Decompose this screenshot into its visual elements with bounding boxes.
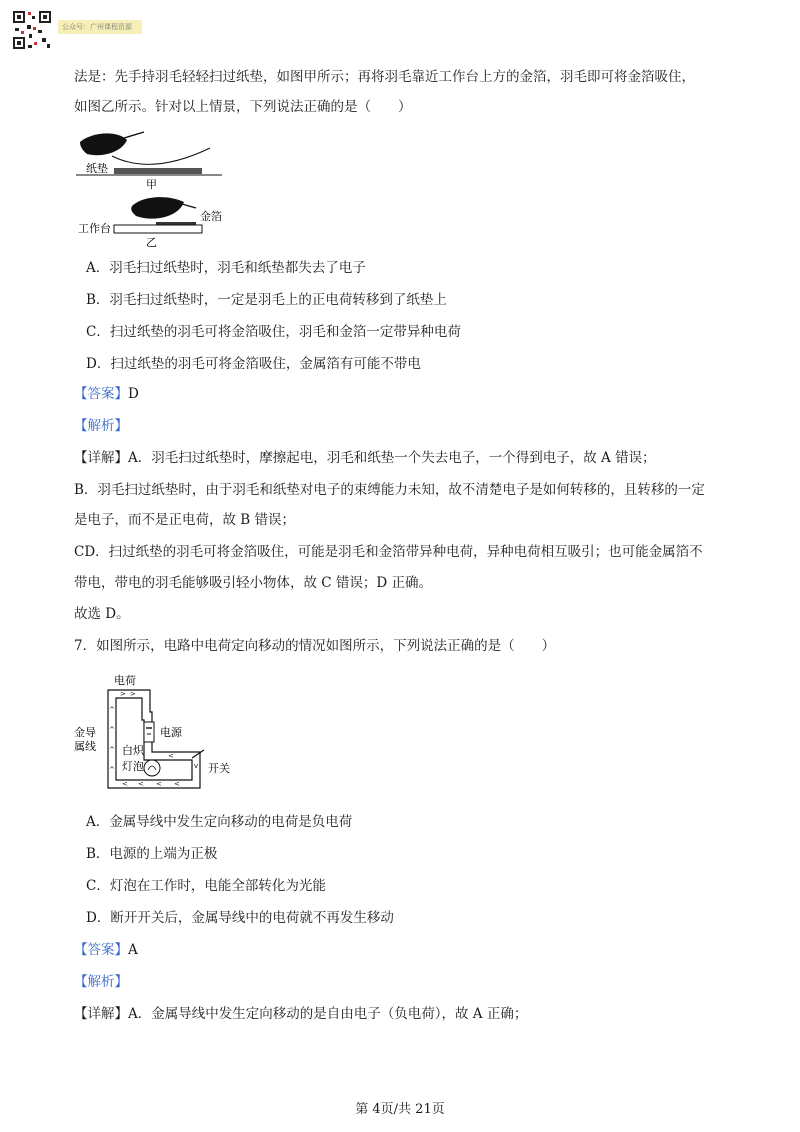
q6-answer-value: D xyxy=(128,386,139,402)
q7-answer-tag: 【答案】 xyxy=(74,942,128,958)
svg-text:<: < xyxy=(122,780,128,788)
q7-answer-value: A xyxy=(128,942,138,958)
q7-detail-line-1: 【详解】A．金属导线中发生定向移动的是自由电子（负电荷），故 A 正确； xyxy=(74,1006,528,1022)
q6-detail-line-1: 【详解】A．羽毛扫过纸垫时，摩擦起电，羽毛和纸垫一个失去电子，一个得到电子，故 A 错误； xyxy=(74,450,656,466)
switch-label: 开关 xyxy=(208,762,230,775)
intro-line-1: 法是：先手持羽毛轻轻扫过纸垫，如图甲所示；再将羽毛靠近工作台上方的金箔，羽毛即可将金箔吸住， xyxy=(74,69,695,85)
svg-text:<: < xyxy=(156,780,162,788)
q6-detail-line-2: B．羽毛扫过纸垫时，由于羽毛和纸垫对电子的束缚能力未知，故不清楚电子是如何转移的，且转移的一定 xyxy=(74,482,705,498)
switch-icon xyxy=(192,750,204,758)
work-table xyxy=(114,225,202,233)
q7-detail-tag: 【详解】 xyxy=(74,1006,128,1022)
q6-option-a: A．羽毛扫过纸垫时，羽毛和纸垫都失去了电子 xyxy=(86,260,366,276)
feather-figure xyxy=(72,128,232,248)
q7-option-b: B．电源的上端为正极 xyxy=(86,846,218,862)
yi-label: 乙 xyxy=(146,236,157,248)
jia-label: 甲 xyxy=(146,178,157,191)
q7-option-d: D．断开开关后，金属导线中的电荷就不再发生移动 xyxy=(86,910,394,926)
q6-detail-line-6: 故选 D。 xyxy=(74,606,130,622)
watermark-banner: 公众号：广州课程资源 xyxy=(58,20,142,34)
q6-answer-tag: 【答案】 xyxy=(74,386,128,402)
q6-detail-line-3: 是电子，而不是正电荷，故 B 错误； xyxy=(74,512,296,528)
wire-label-2: 属线 xyxy=(74,740,96,753)
q6-detail-line-5: 带电，带电的羽毛能够吸引轻小物体，故 C 错误；D 正确。 xyxy=(74,575,433,591)
q6-option-c: C．扫过纸垫的羽毛可将金箔吸住，羽毛和金箔一定带异种电荷 xyxy=(86,324,461,340)
svg-text:^: ^ xyxy=(109,706,115,714)
power-source xyxy=(144,722,154,742)
q7-stem: 7．如图所示，电路中电荷定向移动的情况如图所示，下列说法正确的是（ ） xyxy=(74,638,556,654)
q6-option-b: B．羽毛扫过纸垫时，一定是羽毛上的正电荷转移到了纸垫上 xyxy=(86,292,447,308)
svg-text:<: < xyxy=(168,752,174,760)
table-label: 工作台 xyxy=(78,222,111,235)
svg-text:^: ^ xyxy=(109,746,115,754)
svg-text:v: v xyxy=(194,762,199,770)
svg-text:<: < xyxy=(138,780,144,788)
feather-icon xyxy=(131,197,184,219)
paper-pad xyxy=(114,168,202,174)
wire-label-1: 金导 xyxy=(74,726,96,739)
circuit-figure xyxy=(72,672,242,804)
q7-analysis-tag: 【解析】 xyxy=(74,974,128,990)
power-label: 电源 xyxy=(160,726,182,739)
q7-option-a: A．金属导线中发生定向移动的电荷是负电荷 xyxy=(86,814,353,830)
q7-option-c: C．灯泡在工作时，电能全部转化为光能 xyxy=(86,878,326,894)
intro-line-2: 如图乙所示。针对以上情景，下列说法正确的是（ ） xyxy=(74,99,412,115)
bulb-label-2: 灯泡 xyxy=(122,760,144,773)
q6-detail-line-4: CD．扫过纸垫的羽毛可将金箔吸住，可能是羽毛和金箔带异种电荷，异种电荷相互吸引；也可能金属箔不 xyxy=(74,544,703,560)
foil-label: 金箔 xyxy=(200,210,222,223)
charge-label: 电荷 xyxy=(114,674,136,687)
svg-text:^: ^ xyxy=(109,766,115,774)
qr-code-icon xyxy=(12,10,52,50)
svg-text:<: < xyxy=(174,780,180,788)
svg-text:>: > xyxy=(130,690,136,698)
bulb-icon xyxy=(144,760,160,776)
q6-detail-tag: 【详解】 xyxy=(74,450,128,466)
q7-answer xyxy=(74,940,138,960)
q6-answer xyxy=(74,384,139,404)
q6-option-d: D．扫过纸垫的羽毛可将金箔吸住，金属箔有可能不带电 xyxy=(86,356,421,372)
pad-label: 纸垫 xyxy=(86,162,108,175)
svg-text:>: > xyxy=(120,690,126,698)
page-number: 第 4页/共 21页 xyxy=(355,1102,445,1117)
svg-text:^: ^ xyxy=(109,726,115,734)
bulb-label-1: 白炽 xyxy=(122,744,144,757)
feather-icon xyxy=(80,133,127,155)
q6-analysis-tag: 【解析】 xyxy=(74,418,128,434)
